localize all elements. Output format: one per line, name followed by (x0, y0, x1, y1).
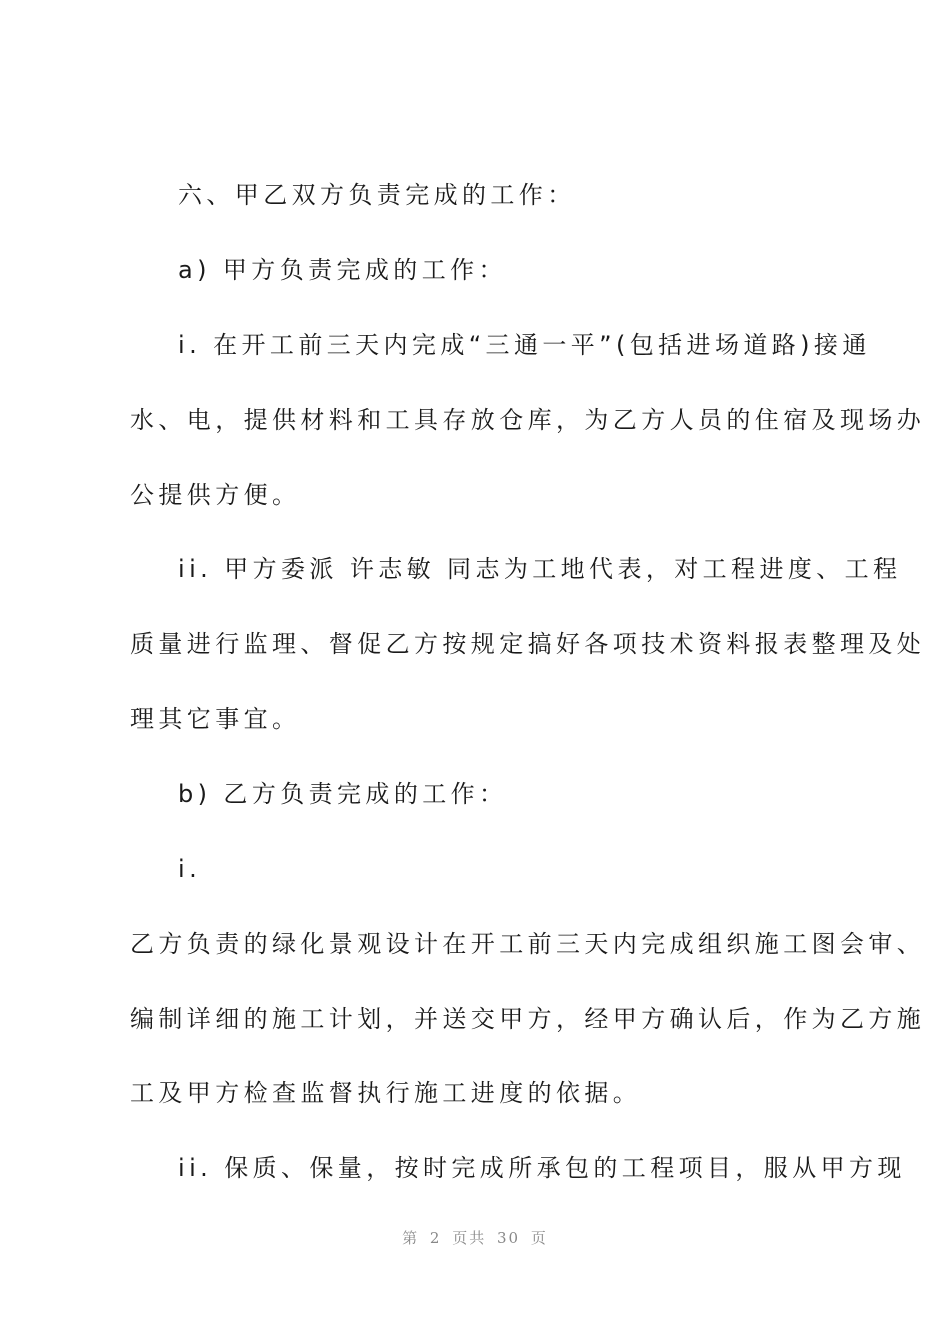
paragraph-line: ii. 保质、保量，按时完成所承包的工程项目，服从甲方现 (178, 1154, 906, 1182)
section-heading: 六、甲乙双方负责完成的工作： (178, 181, 576, 209)
paragraph-line: 工及甲方检查监督执行施工进度的依据。 (130, 1079, 642, 1107)
paragraph-line: 质量进行监理、督促乙方按规定搞好各项技术资料报表整理及处 (130, 630, 926, 658)
page-number-footer: 第 2 页共 30 页 (402, 1229, 548, 1247)
list-marker: i. (178, 855, 202, 883)
paragraph-line: 理其它事宜。 (130, 705, 301, 733)
paragraph-line: 乙方负责的绿化景观设计在开工前三天内完成组织施工图会审、 (130, 930, 926, 958)
paragraph-line: ii. 甲方委派 许志敏 同志为工地代表，对工程进度、工程 (178, 555, 902, 583)
subsection-a-heading: a) 甲方负责完成的工作： (178, 256, 507, 284)
paragraph-line: i. 在开工前三天内完成“三通一平”(包括进场道路)接通 (178, 331, 871, 359)
paragraph-line: 水、电，提供材料和工具存放仓库，为乙方人员的住宿及现场办 (130, 406, 926, 434)
paragraph-line: 编制详细的施工计划，并送交甲方，经甲方确认后，作为乙方施 (130, 1005, 926, 1033)
subsection-b-heading: b) 乙方负责完成的工作： (178, 780, 508, 808)
paragraph-line: 公提供方便。 (130, 481, 301, 509)
